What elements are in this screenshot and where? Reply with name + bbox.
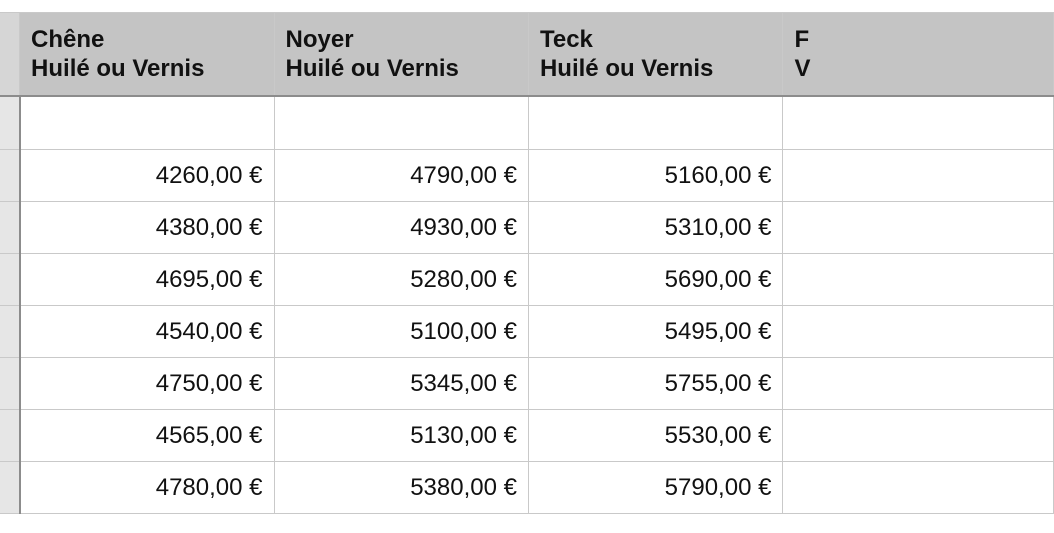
table-cell[interactable]: 4380,00 €	[20, 202, 274, 254]
column-header-title: Chêne	[31, 26, 105, 53]
table-cell[interactable]	[783, 96, 1054, 150]
column-header-title: Teck	[539, 26, 593, 53]
table-cell[interactable]	[783, 254, 1054, 306]
column-header-teck[interactable]	[528, 13, 782, 97]
table-cell[interactable]: 5310,00 €	[528, 202, 782, 254]
table-cell[interactable]: 5160,00 €	[528, 150, 782, 202]
column-header-partial[interactable]	[783, 13, 1054, 97]
spreadsheet	[0, 12, 811, 521]
table-cell[interactable]	[783, 306, 1054, 358]
table-cell[interactable]: 4780,00 €	[20, 462, 274, 514]
column-header-subtitle: V	[794, 55, 811, 82]
table-cell[interactable]: 5790,00 €	[528, 462, 782, 514]
row-header[interactable]	[0, 150, 20, 202]
table-row	[0, 462, 1054, 514]
table-row	[0, 150, 1054, 202]
table-cell[interactable]	[783, 462, 1054, 514]
table-cell[interactable]: 5100,00 €	[274, 306, 528, 358]
row-header[interactable]	[0, 254, 20, 306]
table-cell[interactable]: 4790,00 €	[274, 150, 528, 202]
table-cell[interactable]: 5130,00 €	[274, 410, 528, 462]
table-cell[interactable]	[20, 96, 274, 150]
table-row	[0, 358, 1054, 410]
table-row	[0, 202, 1054, 254]
column-header-noyer[interactable]	[274, 13, 528, 97]
row-header[interactable]	[0, 202, 20, 254]
column-header-subtitle: Huilé ou Vernis	[539, 55, 714, 82]
table-cell[interactable]	[528, 96, 782, 150]
table-cell[interactable]: 4260,00 €	[20, 150, 274, 202]
table-cell[interactable]	[274, 96, 528, 150]
column-header-subtitle: Huilé ou Vernis	[31, 55, 205, 82]
row-header[interactable]	[0, 358, 20, 410]
table-cell[interactable]: 4695,00 €	[20, 254, 274, 306]
row-header[interactable]	[0, 410, 20, 462]
column-header-title: F	[794, 26, 810, 53]
table-cell[interactable]: 4930,00 €	[274, 202, 528, 254]
table-row	[0, 254, 1054, 306]
column-header-chene[interactable]	[20, 13, 274, 97]
table-cell[interactable]: 5530,00 €	[528, 410, 782, 462]
table-cell[interactable]: 4750,00 €	[20, 358, 274, 410]
row-header[interactable]	[0, 306, 20, 358]
corner-cell[interactable]	[0, 13, 20, 97]
table-cell[interactable]: 5345,00 €	[274, 358, 528, 410]
table-cell[interactable]: 4540,00 €	[20, 306, 274, 358]
table-row	[0, 410, 1054, 462]
table-cell[interactable]	[783, 202, 1054, 254]
table-row	[0, 96, 1054, 150]
header-row	[0, 13, 1054, 97]
price-table	[0, 12, 1054, 514]
table-cell[interactable]: 5755,00 €	[528, 358, 782, 410]
table-cell[interactable]: 4565,00 €	[20, 410, 274, 462]
table-cell[interactable]: 5380,00 €	[274, 462, 528, 514]
table-cell[interactable]	[783, 410, 1054, 462]
table-cell[interactable]: 5495,00 €	[528, 306, 782, 358]
row-header[interactable]	[0, 462, 20, 514]
table-cell[interactable]	[783, 150, 1054, 202]
row-header[interactable]	[0, 96, 20, 150]
table-cell[interactable]: 5690,00 €	[528, 254, 782, 306]
column-header-title: Noyer	[285, 26, 354, 53]
column-header-subtitle: Huilé ou Vernis	[285, 55, 459, 82]
table-row	[0, 306, 1054, 358]
table-cell[interactable]	[783, 358, 1054, 410]
table-cell[interactable]: 5280,00 €	[274, 254, 528, 306]
